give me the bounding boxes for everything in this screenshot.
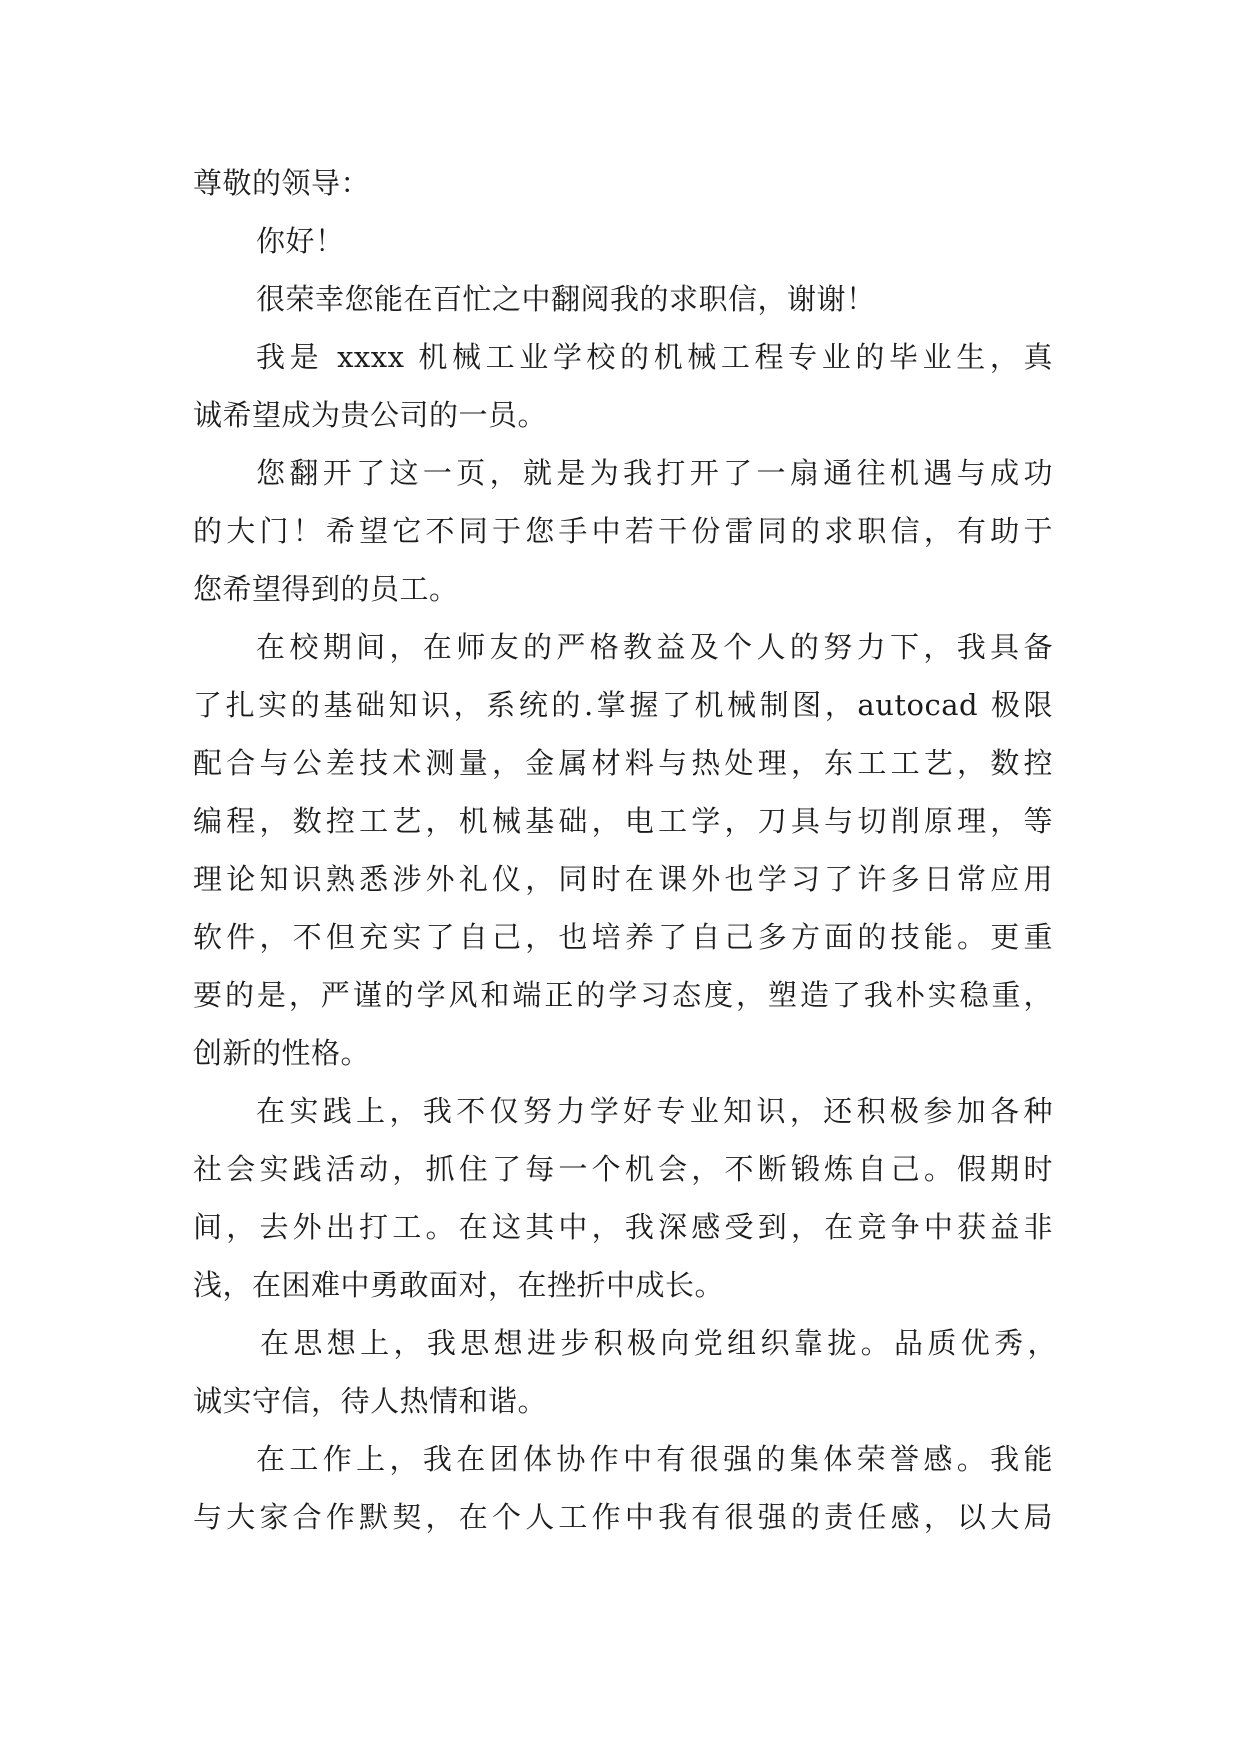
body-line: 编程，数控工艺，机械基础，电工学，刀具与切削原理，等 (193, 804, 1053, 838)
body-line: 的大门！希望它不同于您手中若干份雷同的求职信，有助于 (193, 514, 1053, 548)
body-line: 了扎实的基础知识，系统的.掌握了机械制图，autocad 极限 (193, 688, 1053, 722)
body-line: 创新的性格。 (193, 1036, 371, 1070)
salutation: 尊敬的领导： (193, 166, 371, 200)
body-line: 诚实守信，待人热情和谐。 (193, 1384, 548, 1418)
greeting-line: 你好！ (256, 224, 345, 258)
body-line: 社会实践活动，抓住了每一个机会，不断锻炼自己。假期时 (193, 1152, 1053, 1186)
body-line: 理论知识熟悉涉外礼仪，同时在课外也学习了许多日常应用 (193, 862, 1053, 896)
body-line: 很荣幸您能在百忙之中翻阅我的求职信，谢谢！ (256, 282, 876, 316)
body-line: 配合与公差技术测量，金属材料与热处理，东工工艺，数控 (193, 746, 1053, 780)
body-line: 软件，不但充实了自己，也培养了自己多方面的技能。更重 (193, 920, 1053, 954)
body-line: 诚希望成为贵公司的一员。 (193, 398, 548, 432)
body-line: 浅，在困难中勇敢面对，在挫折中成长。 (193, 1268, 725, 1302)
body-line: 我是 xxxx 机械工业学校的机械工程专业的毕业生，真 (256, 340, 1053, 374)
body-line: 在思想上，我思想进步积极向党组织靠拢。品质优秀， (260, 1326, 1057, 1360)
body-line: 您希望得到的员工。 (193, 572, 459, 606)
body-line: 与大家合作默契，在个人工作中我有很强的责任感，以大局 (193, 1500, 1053, 1534)
body-line: 在实践上，我不仅努力学好专业知识，还积极参加各种 (256, 1094, 1053, 1128)
body-line: 间，去外出打工。在这其中，我深感受到，在竞争中获益非 (193, 1210, 1053, 1244)
body-line: 在工作上，我在团体协作中有很强的集体荣誉感。我能 (256, 1442, 1053, 1476)
body-line: 您翻开了这一页，就是为我打开了一扇通往机遇与成功 (256, 456, 1053, 490)
body-line: 在校期间，在师友的严格教益及个人的努力下，我具备 (256, 630, 1053, 664)
body-line: 要的是，严谨的学风和端正的学习态度，塑造了我朴实稳重， (193, 978, 1053, 1012)
